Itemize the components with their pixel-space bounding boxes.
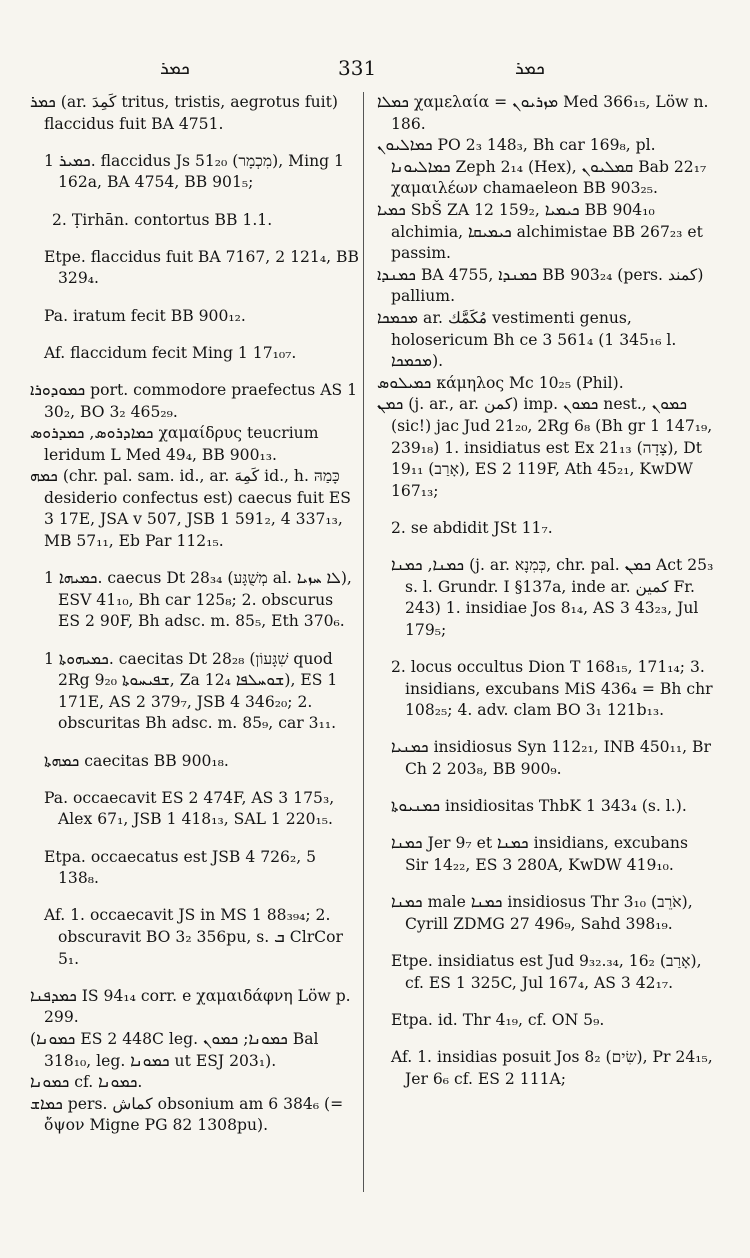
entry-line: 2. Ṭirhān. contortus BB 1.1. [52,210,273,229]
right-running-head: ܟܡܪ [515,58,545,79]
entry-line: ܟܡܪ (ar. كَمِدَ tritus, tristis, aegrotus fuit) flaccidus fuit BA 4751. [30,93,338,133]
entry-line: Etpa. id. Thr 4₁₉, cf. ON 5₉. [391,1010,605,1029]
entry-line: ܟܡܢܝܘܬܐ insidiositas ThbK 1 343₄ (s. l.). [391,797,687,816]
page-header [0,56,750,86]
entry-line: ܟܡܢ (j. ar., ar. كمن) imp. ܟܡܘܢ nest., ܟܡܘܢ (sic!) jac Jud 21₂₀, 2Rg 6₈ (Bh gr 1 147₁₉, 239₁₈) 1. insidiatus est Ex 21₁₃ (צָדָה), Dt 19₁₁ (אָרַב), ES 2 119F, Ath 45₂₁, KwDW 167₁₃; [377,395,713,500]
entry-line: Etpe. insidiatus est Jud 9₃₂.₃₄, 16₂ (אָרַב), cf. ES 1 325C, Jul 167₄, AS 3 42₁₇. [391,951,702,992]
entry-line: ܟܡܝܐ SbŠ ZA 12 159₂, ܟܝܡܝܐ BB 904₁₀ alchimia, ܟܝܡܝܩܐ alchimistae BB 267₂₃ et passim. [377,200,703,263]
entry-line: Pa. iratum fecit BB 900₁₂. [44,306,246,325]
entry-line: ܟܡܗܬܐ caecitas BB 900₁₈. [44,751,229,770]
entry-line: ܟܡܢܕܐ BA 4755, ܟܡܢܕܐ BB 903₂₄ (pers. كمند) pallium. [377,265,704,306]
entry-line: ܟܡܝܠܘܣ κάμηλος Mc 10₂₅ (Phil). [377,373,624,392]
entry-line: ܟܡܢܝܐ insidiosus Syn 112₂₁, INB 450₁₁, Br Ch 2 203₈, BB 900₉. [391,738,711,778]
entry-line: ܡܟܡܟܐ ar. مُكَمَّك vestimenti genus, holosericum Bh ce 3 561₄ (1 345₁₆ l. ܡܟܡܟܐ). [377,308,677,371]
entry-line: ܟܡܕܦܢܐ IS 94₁₄ corr. e χαμαιδάφνη Löw p. 299. [30,986,351,1027]
entry-line: ܟܡܢܐ male ܟܡܢܐ insidiosus Thr 3₁₀ (אֹרֵב), Cyrill ZDMG 27 496₉, Sahd 398₁₉. [391,893,693,933]
entry-line: ܟܡܘܕܘܪܐ port. commodore praefectus AS 1 30₂, BO 3₂ 465₂₉. [30,380,358,421]
page-number: 331 [338,56,377,80]
right-column [377,92,715,1106]
left-column [30,92,360,1137]
entry-line: ܟܡܝܪ 1. flaccidus Js 51₂₀ (מִכְמָר), Ming 1 162a, BA 4754, BB 901₅; [44,151,344,192]
left-running-head: ܟܡܪ [160,58,190,79]
entry-line: ܟܡܢܐ, ܟܡܢܐ (j. ar. כְּמִנָא, chr. pal. ܟܡܢ Act 25₃ s. l. Grundr. I §137a, inde ar. كمين Fr. 243) 1. insidiae Jos 8₁₄, AS 3 43₂₃, Jul 179₅; [391,556,714,639]
entry-line: Etpe. flaccidus fuit BA 7167, 2 121₄, BB 329₄. [44,247,359,288]
entry-line: 2. locus occultus Dion T 168₁₅, 171₁₄; 3. insidians, excubans MiS 436₄ = Bh chr 108₂₅; 4. adv. clam BO 3₁ 121b₁₃. [391,658,713,720]
entry-line: ܟܡܐܕܪܘܣ, ܟܡܕܪܘܣ χαμαίδρυς teucrium leridum L Med 49₄, BB 900₁₃. [30,424,319,464]
entry-line: Af. 1. insidias posuit Jos 8₂ (שִׂים), Pr 24₁₅, Jer 6₆ cf. ES 2 111A; [391,1047,713,1088]
entry-line: (ܟܡܘܢܐ ES 2 448C leg. ܟܡܘܢܐ; ܟܡܘܢ Bal 318₁₀, leg. ܟܡܘܢܐ ut ESJ 203₁). [30,1029,319,1070]
entry-line: ܟܡܝܗܘܬܐ 1. caecitas Dt 28₂₈ (שִׁגָּעוֹן quod 2Rg 9₂₀ ܫܦܝܚܘܬܐ, Za 12₄ ܫܘܚܠܦܐ), ES 1 171E, AS 2 379₇, JSB 4 346₂₀; 2. obscuritas Bh adsc. m. 85₉, car 3₁₁. [44,649,338,733]
entry-line: ܟܡܐܫ pers. كماش obsonium am 6 384₆ (= ὄψον Migne PG 82 1308pu). [30,1094,344,1135]
entry-line: Etpa. occaecatus est JSB 4 726₂, 5 138₈. [44,847,317,888]
entry-line: ܟܡܗ (chr. pal. sam. id., ar. كَمِهَ id., h. כָּמַהּ desiderio confectus est) caecus fuit ES 3 17E, JSA v 507, JSB 1 591₂, 4 337₁₃, MB 57₁₁, Eb Par 112₁₅. [30,467,351,551]
entry-line: Af. 1. occaecavit JS in MS 1 88₃₉₄; 2. obscuravit BO 3₂ 356pu, s. ܒ ClrCor 5₁. [44,906,343,968]
entry-line: ܟܡܐܠܝܘܢ PO 2₃ 148₃, Bh car 169₈, pl. ܟܡܐܠܝܘܢܐ Zeph 2₁₄ (Hex), ܩܡܠܝܘܢ Bab 22₁₇ χαμαιλέων chamaeleon BB 903₂₅. [377,136,707,198]
entry-line: 2. se abdidit JSt 11₇. [391,518,553,537]
column-divider [363,92,364,1192]
entry-line: Pa. occaecavit ES 2 474F, AS 3 175₃, Alex 67₁, JSB 1 418₁₃, SAL 1 220₁₅. [44,788,335,829]
entry-line: ܟܡܠܐ χαμελαία = ܡܙܪܝܘܢ Med 366₁₅, Löw n. 186. [377,93,709,133]
entry-line: Af. flaccidum fecit Ming 1 17₁₀₇. [44,343,297,362]
entry-line: ܟܡܝܗܐ 1. caecus Dt 28₃₄ (מְשֻׁגָּע al. ܠܐ ܚܙܝܐ), ESV 41₁₀, Bh car 125₈; 2. obscurus ES 2 90F, Bh adsc. m. 85₅, Eth 370₆. [44,569,352,631]
entry-line: ܟܡܢܐ Jer 9₇ et ܟܡܢܐ insidians, excubans Sir 14₂₂, ES 3 280A, KwDW 419₁₀. [391,834,688,874]
entry-line: ܟܡܘܢܐ cf. ܟܡܘܢܐ. [30,1073,143,1092]
